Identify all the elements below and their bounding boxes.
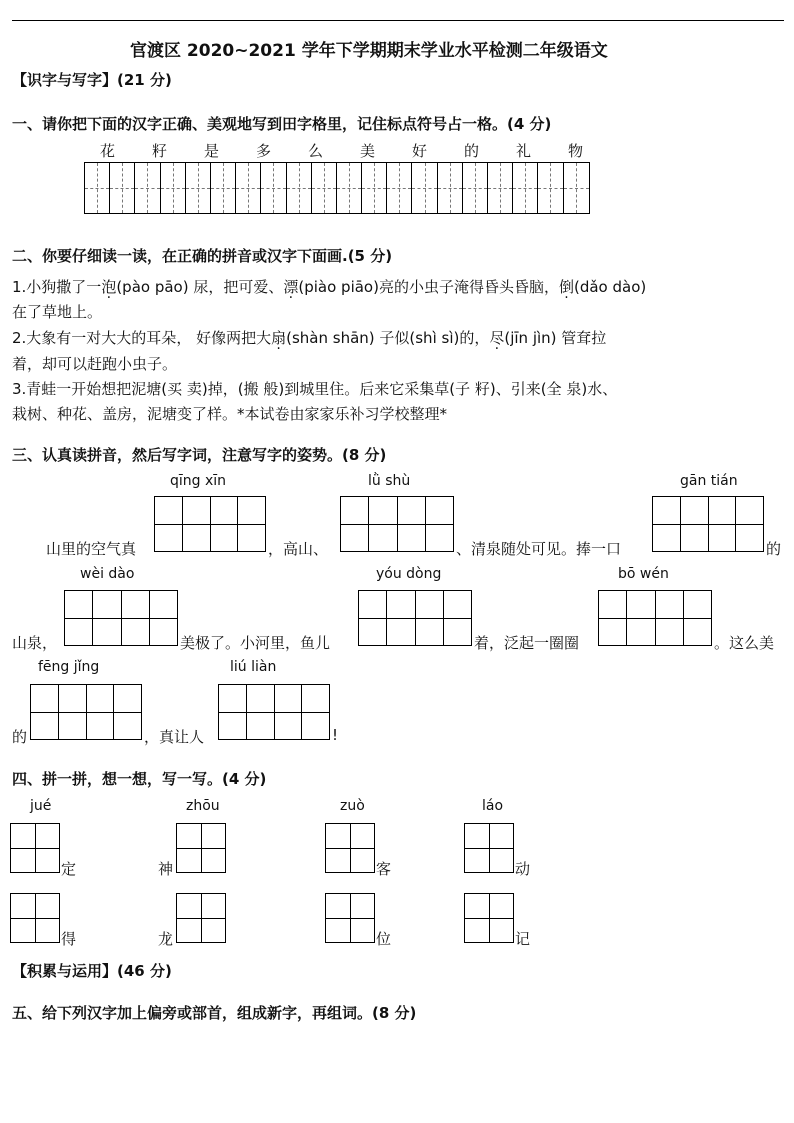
q1-grid-cell[interactable]: [438, 163, 463, 213]
part-heading-literacy: 【识字与写字】(21 分): [12, 71, 172, 89]
q3-pinyin-1: qīng xīn: [170, 473, 227, 489]
q4-word-6: 龙: [158, 930, 174, 948]
q4-word-5: 得: [61, 930, 77, 948]
q3-pinyin-7: fēng jǐng: [38, 659, 100, 675]
q4-box-3[interactable]: [325, 823, 375, 873]
q2-heading: 二、你要仔细读一读，在正确的拼音或汉字下面画.(5 分): [12, 247, 393, 265]
q4-box-5[interactable]: [10, 893, 60, 943]
q3-text-7: 着，泛起一圈圈: [474, 634, 580, 652]
q3-text-6: 美极了。小河里，鱼儿: [180, 634, 331, 652]
q1-char: 美: [360, 142, 376, 160]
q3-box-qingxin[interactable]: [154, 496, 266, 552]
q1-grid-cell[interactable]: [362, 163, 387, 213]
q3-text-5: 山泉，: [12, 634, 58, 652]
q4-box-2[interactable]: [176, 823, 226, 873]
q1-char: 花: [100, 142, 116, 160]
q4-box-4[interactable]: [464, 823, 514, 873]
q4-pinyin-2: zhōu: [186, 798, 220, 814]
q1-grid-cell[interactable]: [186, 163, 211, 213]
q1-grid-cell[interactable]: [161, 163, 186, 213]
q1-grid-cell[interactable]: [412, 163, 437, 213]
q1-writing-grid[interactable]: [84, 162, 590, 214]
q3-heading: 三、认真读拼音，然后写字词，注意写字的姿势。(8 分): [12, 446, 387, 464]
q1-grid-cell[interactable]: [110, 163, 135, 213]
q1-char: 是: [204, 142, 220, 160]
q1-grid-cell[interactable]: [463, 163, 488, 213]
q3-text-1: 山里的空气真: [46, 540, 137, 558]
q1-grid-cell[interactable]: [287, 163, 312, 213]
part-heading-application: 【积累与运用】(46 分): [12, 962, 172, 980]
q3-box-youdong[interactable]: [358, 590, 472, 646]
q4-box-7[interactable]: [325, 893, 375, 943]
q3-box-fengjing[interactable]: [30, 684, 142, 740]
q3-text-10: ，真让人: [144, 728, 205, 746]
q3-box-weidao[interactable]: [64, 590, 178, 646]
q3-text-9: 的: [12, 728, 28, 746]
q4-pinyin-3: zuò: [340, 798, 365, 814]
q1-char: 好: [412, 142, 428, 160]
q1-char: 么: [308, 142, 324, 160]
q3-text-8: 。这么美: [714, 634, 775, 652]
q3-pinyin-3: gān tián: [680, 473, 738, 489]
q1-grid-cell[interactable]: [513, 163, 538, 213]
q4-box-6[interactable]: [176, 893, 226, 943]
page-title: 官渡区 2020~2021 学年下学期期末学业水平检测二年级语文: [130, 41, 608, 61]
q3-box-liulian[interactable]: [218, 684, 330, 740]
top-rule: [12, 20, 784, 21]
q1-grid-cell[interactable]: [337, 163, 362, 213]
q3-box-bowen[interactable]: [598, 590, 712, 646]
q4-pinyin-1: jué: [30, 798, 52, 814]
q4-box-8[interactable]: [464, 893, 514, 943]
q4-pinyin-4: láo: [482, 798, 504, 814]
q3-text-2: ，高山、: [268, 540, 329, 558]
q4-word-2: 神: [158, 860, 174, 878]
q1-grid-cell[interactable]: [236, 163, 261, 213]
q1-char: 物: [568, 142, 584, 160]
q1-grid-cell[interactable]: [85, 163, 110, 213]
q3-text-11: !: [332, 726, 339, 744]
q1-char: 籽: [152, 142, 168, 160]
q3-pinyin-2: lǜ shù: [368, 473, 411, 489]
q4-word-4: 动: [515, 860, 531, 878]
q4-word-8: 记: [515, 930, 531, 948]
q1-char: 礼: [516, 142, 532, 160]
q3-text-3: 、清泉随处可见。捧一口: [456, 540, 622, 558]
q4-word-1: 定: [61, 860, 77, 878]
q3-pinyin-6: bō wén: [618, 566, 669, 582]
q3-text-4: 的: [766, 540, 782, 558]
q3-pinyin-4: wèi dào: [80, 566, 135, 582]
q1-grid-cell[interactable]: [488, 163, 513, 213]
q2-line-3: 2.大象有一对大大的耳朵， 好像两把大扇(shàn shān) 子似(shì sì)的，尽(jīn jìn) 管耷拉: [12, 329, 607, 347]
q1-heading: 一、请你把下面的汉字正确、美观地写到田字格里，记住标点符号占一格。(4 分): [12, 115, 552, 133]
q4-word-3: 客: [376, 860, 392, 878]
q1-grid-cell[interactable]: [564, 163, 589, 213]
q2-line-2: 在了草地上。: [12, 303, 103, 321]
q3-box-lvshu[interactable]: [340, 496, 454, 552]
q2-line-5: 3.青蛙一开始想把泥塘(买 卖)掉，(搬 般)到城里住。后来它采集草(子 籽)、引来(全 泉)水、: [12, 380, 618, 398]
q2-line-6: 栽树、种花、盖房，泥塘变了样。*本试卷由家家乐补习学校整理*: [12, 405, 448, 423]
q4-box-1[interactable]: [10, 823, 60, 873]
q1-grid-cell[interactable]: [387, 163, 412, 213]
q1-grid-cell[interactable]: [538, 163, 563, 213]
q4-word-7: 位: [376, 930, 392, 948]
q1-grid-cell[interactable]: [312, 163, 337, 213]
q4-heading: 四、拼一拼，想一想，写一写。(4 分): [12, 770, 267, 788]
q3-pinyin-8: liú liàn: [230, 659, 277, 675]
q3-pinyin-5: yóu dòng: [376, 566, 442, 582]
q2-line-1: 1.小狗撒了一泡(pào pāo) 尿，把可爱、漂(piào piāo)亮的小虫子淹得昏头昏脑，倒(dǎo dào): [12, 278, 647, 296]
q1-grid-cell[interactable]: [135, 163, 160, 213]
q3-box-gantian[interactable]: [652, 496, 764, 552]
q1-grid-cell[interactable]: [261, 163, 286, 213]
q1-grid-cell[interactable]: [211, 163, 236, 213]
q5-heading: 五、给下列汉字加上偏旁或部首，组成新字，再组词。(8 分): [12, 1004, 417, 1022]
q1-char: 多: [256, 142, 272, 160]
q2-line-4: 着，却可以赶跑小虫子。: [12, 355, 178, 373]
q1-char: 的: [464, 142, 480, 160]
